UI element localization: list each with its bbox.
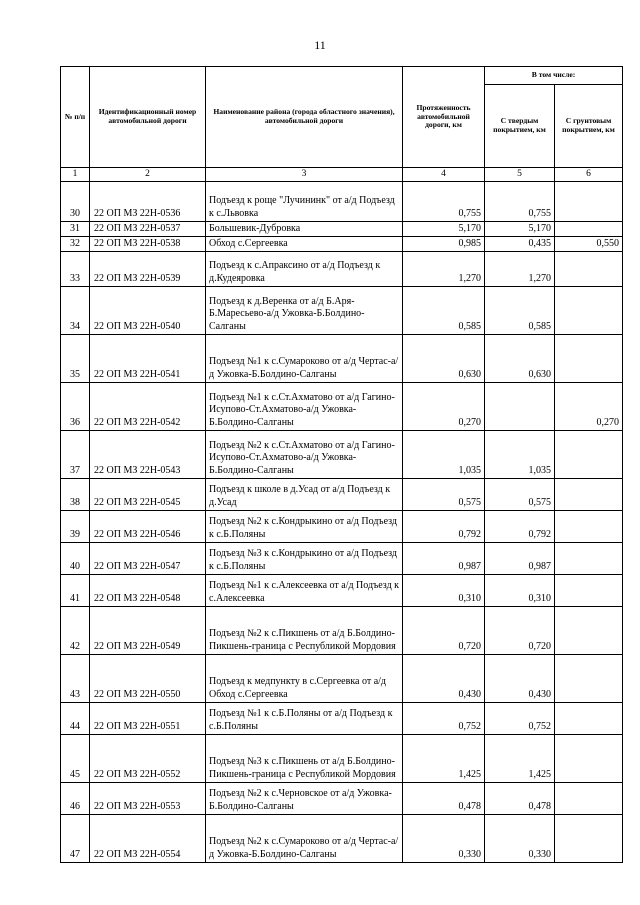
road-name: Большевик-Дубровка <box>206 222 403 237</box>
table-row <box>61 335 623 383</box>
hard-surface-length: 0,755 <box>485 182 555 222</box>
road-name: Подъезд №1 к с.Сумароково от а/д Чертас-а/д Ужовка-Б.Болдино-Салганы <box>206 335 403 383</box>
table-row <box>61 511 623 543</box>
road-id: 22 ОП МЗ 22Н-0552 <box>90 735 206 783</box>
soil-surface-length: 0,550 <box>555 237 623 252</box>
table-row <box>61 237 623 252</box>
table-row <box>61 703 623 735</box>
hard-surface-length: 0,575 <box>485 479 555 511</box>
road-name: Подъезд №1 к с.Б.Поляны от а/д Подъезд к с.Б.Поляны <box>206 703 403 735</box>
road-id: 22 ОП МЗ 22Н-0547 <box>90 543 206 575</box>
hard-surface-length <box>485 383 555 431</box>
road-name: Подъезд №2 к с.Сумароково от а/д Чертас-а/д Ужовка-Б.Болдино-Салганы <box>206 815 403 863</box>
road-id: 22 ОП МЗ 22Н-0549 <box>90 607 206 655</box>
table-row <box>61 735 623 783</box>
road-name: Подъезд №2 к с.Черновское от а/д Ужовка-Б.Болдино-Салганы <box>206 783 403 815</box>
road-id: 22 ОП МЗ 22Н-0543 <box>90 431 206 479</box>
table-row <box>61 222 623 237</box>
road-length: 0,720 <box>403 607 485 655</box>
soil-surface-length <box>555 703 623 735</box>
soil-surface-length <box>555 252 623 287</box>
hard-surface-length: 0,435 <box>485 237 555 252</box>
road-name: Подъезд к с.Апраксино от а/д Подъезд к д.Кудеяровка <box>206 252 403 287</box>
road-length: 0,985 <box>403 237 485 252</box>
soil-surface-length <box>555 431 623 479</box>
table-row <box>61 287 623 335</box>
soil-surface-length <box>555 182 623 222</box>
table-row <box>61 479 623 511</box>
road-id: 22 ОП МЗ 22Н-0554 <box>90 815 206 863</box>
hard-surface-length: 0,792 <box>485 511 555 543</box>
table-row <box>61 575 623 607</box>
hard-surface-length: 0,310 <box>485 575 555 607</box>
row-number: 43 <box>61 655 90 703</box>
row-number: 41 <box>61 575 90 607</box>
road-name: Подъезд №1 к с.Ст.Ахматово от а/д Гагино-Исупово-Ст.Ахматово-а/д Ужовка-Б.Болдино-Салганы <box>206 383 403 431</box>
table-row <box>61 383 623 431</box>
header-length: Протяженность автомобильной дороги, км <box>403 67 485 168</box>
road-id: 22 ОП МЗ 22Н-0551 <box>90 703 206 735</box>
roads-table <box>60 66 623 863</box>
road-length: 0,630 <box>403 335 485 383</box>
road-id: 22 ОП МЗ 22Н-0545 <box>90 479 206 511</box>
row-number: 40 <box>61 543 90 575</box>
hard-surface-length: 1,035 <box>485 431 555 479</box>
road-name: Подъезд №1 к с.Алексеевка от а/д Подъезд к с.Алексеевка <box>206 575 403 607</box>
page-number: 11 <box>314 38 326 52</box>
soil-surface-length <box>555 783 623 815</box>
soil-surface-length: 0,270 <box>555 383 623 431</box>
table-row <box>61 543 623 575</box>
table-row <box>61 783 623 815</box>
road-name: Обход с.Сергеевка <box>206 237 403 252</box>
road-length: 0,330 <box>403 815 485 863</box>
road-id: 22 ОП МЗ 22Н-0546 <box>90 511 206 543</box>
road-name: Подъезд №3 к с.Пикшень от а/д Б.Болдино-Пикшень-граница с Республикой Мордовия <box>206 735 403 783</box>
road-length: 0,585 <box>403 287 485 335</box>
header-hard: С твердым покрытием, км <box>485 85 555 168</box>
soil-surface-length <box>555 815 623 863</box>
table-row <box>61 607 623 655</box>
road-length: 0,310 <box>403 575 485 607</box>
column-number: 3 <box>206 168 403 182</box>
hard-surface-length: 0,752 <box>485 703 555 735</box>
road-length: 0,755 <box>403 182 485 222</box>
row-number: 35 <box>61 335 90 383</box>
row-number: 30 <box>61 182 90 222</box>
header-id: Идентификационный номер автомобильной дороги <box>90 67 206 168</box>
road-id: 22 ОП МЗ 22Н-0537 <box>90 222 206 237</box>
road-name: Подъезд №2 к с.Ст.Ахматово от а/д Гагино-Исупово-Ст.Ахматово-а/д Ужовка-Б.Болдино-Салганы <box>206 431 403 479</box>
road-name: Подъезд к роще "Лучининк" от а/д Подъезд к с.Львовка <box>206 182 403 222</box>
column-number: 2 <box>90 168 206 182</box>
row-number: 32 <box>61 237 90 252</box>
soil-surface-length <box>555 575 623 607</box>
road-length: 1,035 <box>403 431 485 479</box>
road-name: Подъезд №3 к с.Кондрыкино от а/д Подъезд к с.Б.Поляны <box>206 543 403 575</box>
column-number: 5 <box>485 168 555 182</box>
hard-surface-length: 1,425 <box>485 735 555 783</box>
column-number: 6 <box>555 168 623 182</box>
hard-surface-length: 0,430 <box>485 655 555 703</box>
hard-surface-length: 5,170 <box>485 222 555 237</box>
soil-surface-length <box>555 511 623 543</box>
hard-surface-length: 0,585 <box>485 287 555 335</box>
road-length: 0,575 <box>403 479 485 511</box>
hard-surface-length: 0,630 <box>485 335 555 383</box>
soil-surface-length <box>555 655 623 703</box>
road-id: 22 ОП МЗ 22Н-0548 <box>90 575 206 607</box>
road-id: 22 ОП МЗ 22Н-0540 <box>90 287 206 335</box>
table-row <box>61 655 623 703</box>
hard-surface-length: 0,987 <box>485 543 555 575</box>
soil-surface-length <box>555 222 623 237</box>
road-name: Подъезд №2 к с.Кондрыкино от а/д Подъезд к с.Б.Поляны <box>206 511 403 543</box>
soil-surface-length <box>555 335 623 383</box>
road-id: 22 ОП МЗ 22Н-0550 <box>90 655 206 703</box>
row-number: 46 <box>61 783 90 815</box>
row-number: 33 <box>61 252 90 287</box>
row-number: 37 <box>61 431 90 479</box>
table-row <box>61 431 623 479</box>
road-length: 0,478 <box>403 783 485 815</box>
road-length: 0,987 <box>403 543 485 575</box>
table-row <box>61 252 623 287</box>
row-number: 44 <box>61 703 90 735</box>
row-number: 39 <box>61 511 90 543</box>
road-id: 22 ОП МЗ 22Н-0536 <box>90 182 206 222</box>
road-name: Подъезд к медпункту в с.Сергеевка от а/д Обход с.Сергеевка <box>206 655 403 703</box>
soil-surface-length <box>555 287 623 335</box>
road-id: 22 ОП МЗ 22Н-0542 <box>90 383 206 431</box>
header-soil: С грунтовым покрытием, км <box>555 85 623 168</box>
road-length: 0,752 <box>403 703 485 735</box>
road-length: 0,792 <box>403 511 485 543</box>
row-number: 38 <box>61 479 90 511</box>
road-name: Подъезд №2 к с.Пикшень от а/д Б.Болдино-Пикшень-граница с Республикой Мордовия <box>206 607 403 655</box>
header-num: № п/п <box>61 67 90 168</box>
table-row <box>61 182 623 222</box>
soil-surface-length <box>555 479 623 511</box>
road-id: 22 ОП МЗ 22Н-0541 <box>90 335 206 383</box>
row-number: 47 <box>61 815 90 863</box>
row-number: 34 <box>61 287 90 335</box>
column-number: 1 <box>61 168 90 182</box>
row-number: 36 <box>61 383 90 431</box>
road-length: 1,270 <box>403 252 485 287</box>
road-length: 0,430 <box>403 655 485 703</box>
road-id: 22 ОП МЗ 22Н-0553 <box>90 783 206 815</box>
road-name: Подъезд к д.Веренка от а/д Б.Аря-Б.Маресьево-а/д Ужовка-Б.Болдино-Салганы <box>206 287 403 335</box>
road-id: 22 ОП МЗ 22Н-0538 <box>90 237 206 252</box>
table-row <box>61 815 623 863</box>
hard-surface-length: 0,720 <box>485 607 555 655</box>
column-numbers-row <box>61 168 623 182</box>
road-length: 5,170 <box>403 222 485 237</box>
column-number: 4 <box>403 168 485 182</box>
road-length: 1,425 <box>403 735 485 783</box>
hard-surface-length: 0,330 <box>485 815 555 863</box>
header-name: Наименование района (города областного значения), автомобильной дороги <box>206 67 403 168</box>
road-id: 22 ОП МЗ 22Н-0539 <box>90 252 206 287</box>
road-length: 0,270 <box>403 383 485 431</box>
hard-surface-length: 0,478 <box>485 783 555 815</box>
row-number: 45 <box>61 735 90 783</box>
road-name: Подъезд к школе в д.Усад от а/д Подъезд к д.Усад <box>206 479 403 511</box>
row-number: 42 <box>61 607 90 655</box>
soil-surface-length <box>555 543 623 575</box>
hard-surface-length: 1,270 <box>485 252 555 287</box>
soil-surface-length <box>555 735 623 783</box>
header-including: В том числе: <box>485 67 623 85</box>
soil-surface-length <box>555 607 623 655</box>
row-number: 31 <box>61 222 90 237</box>
